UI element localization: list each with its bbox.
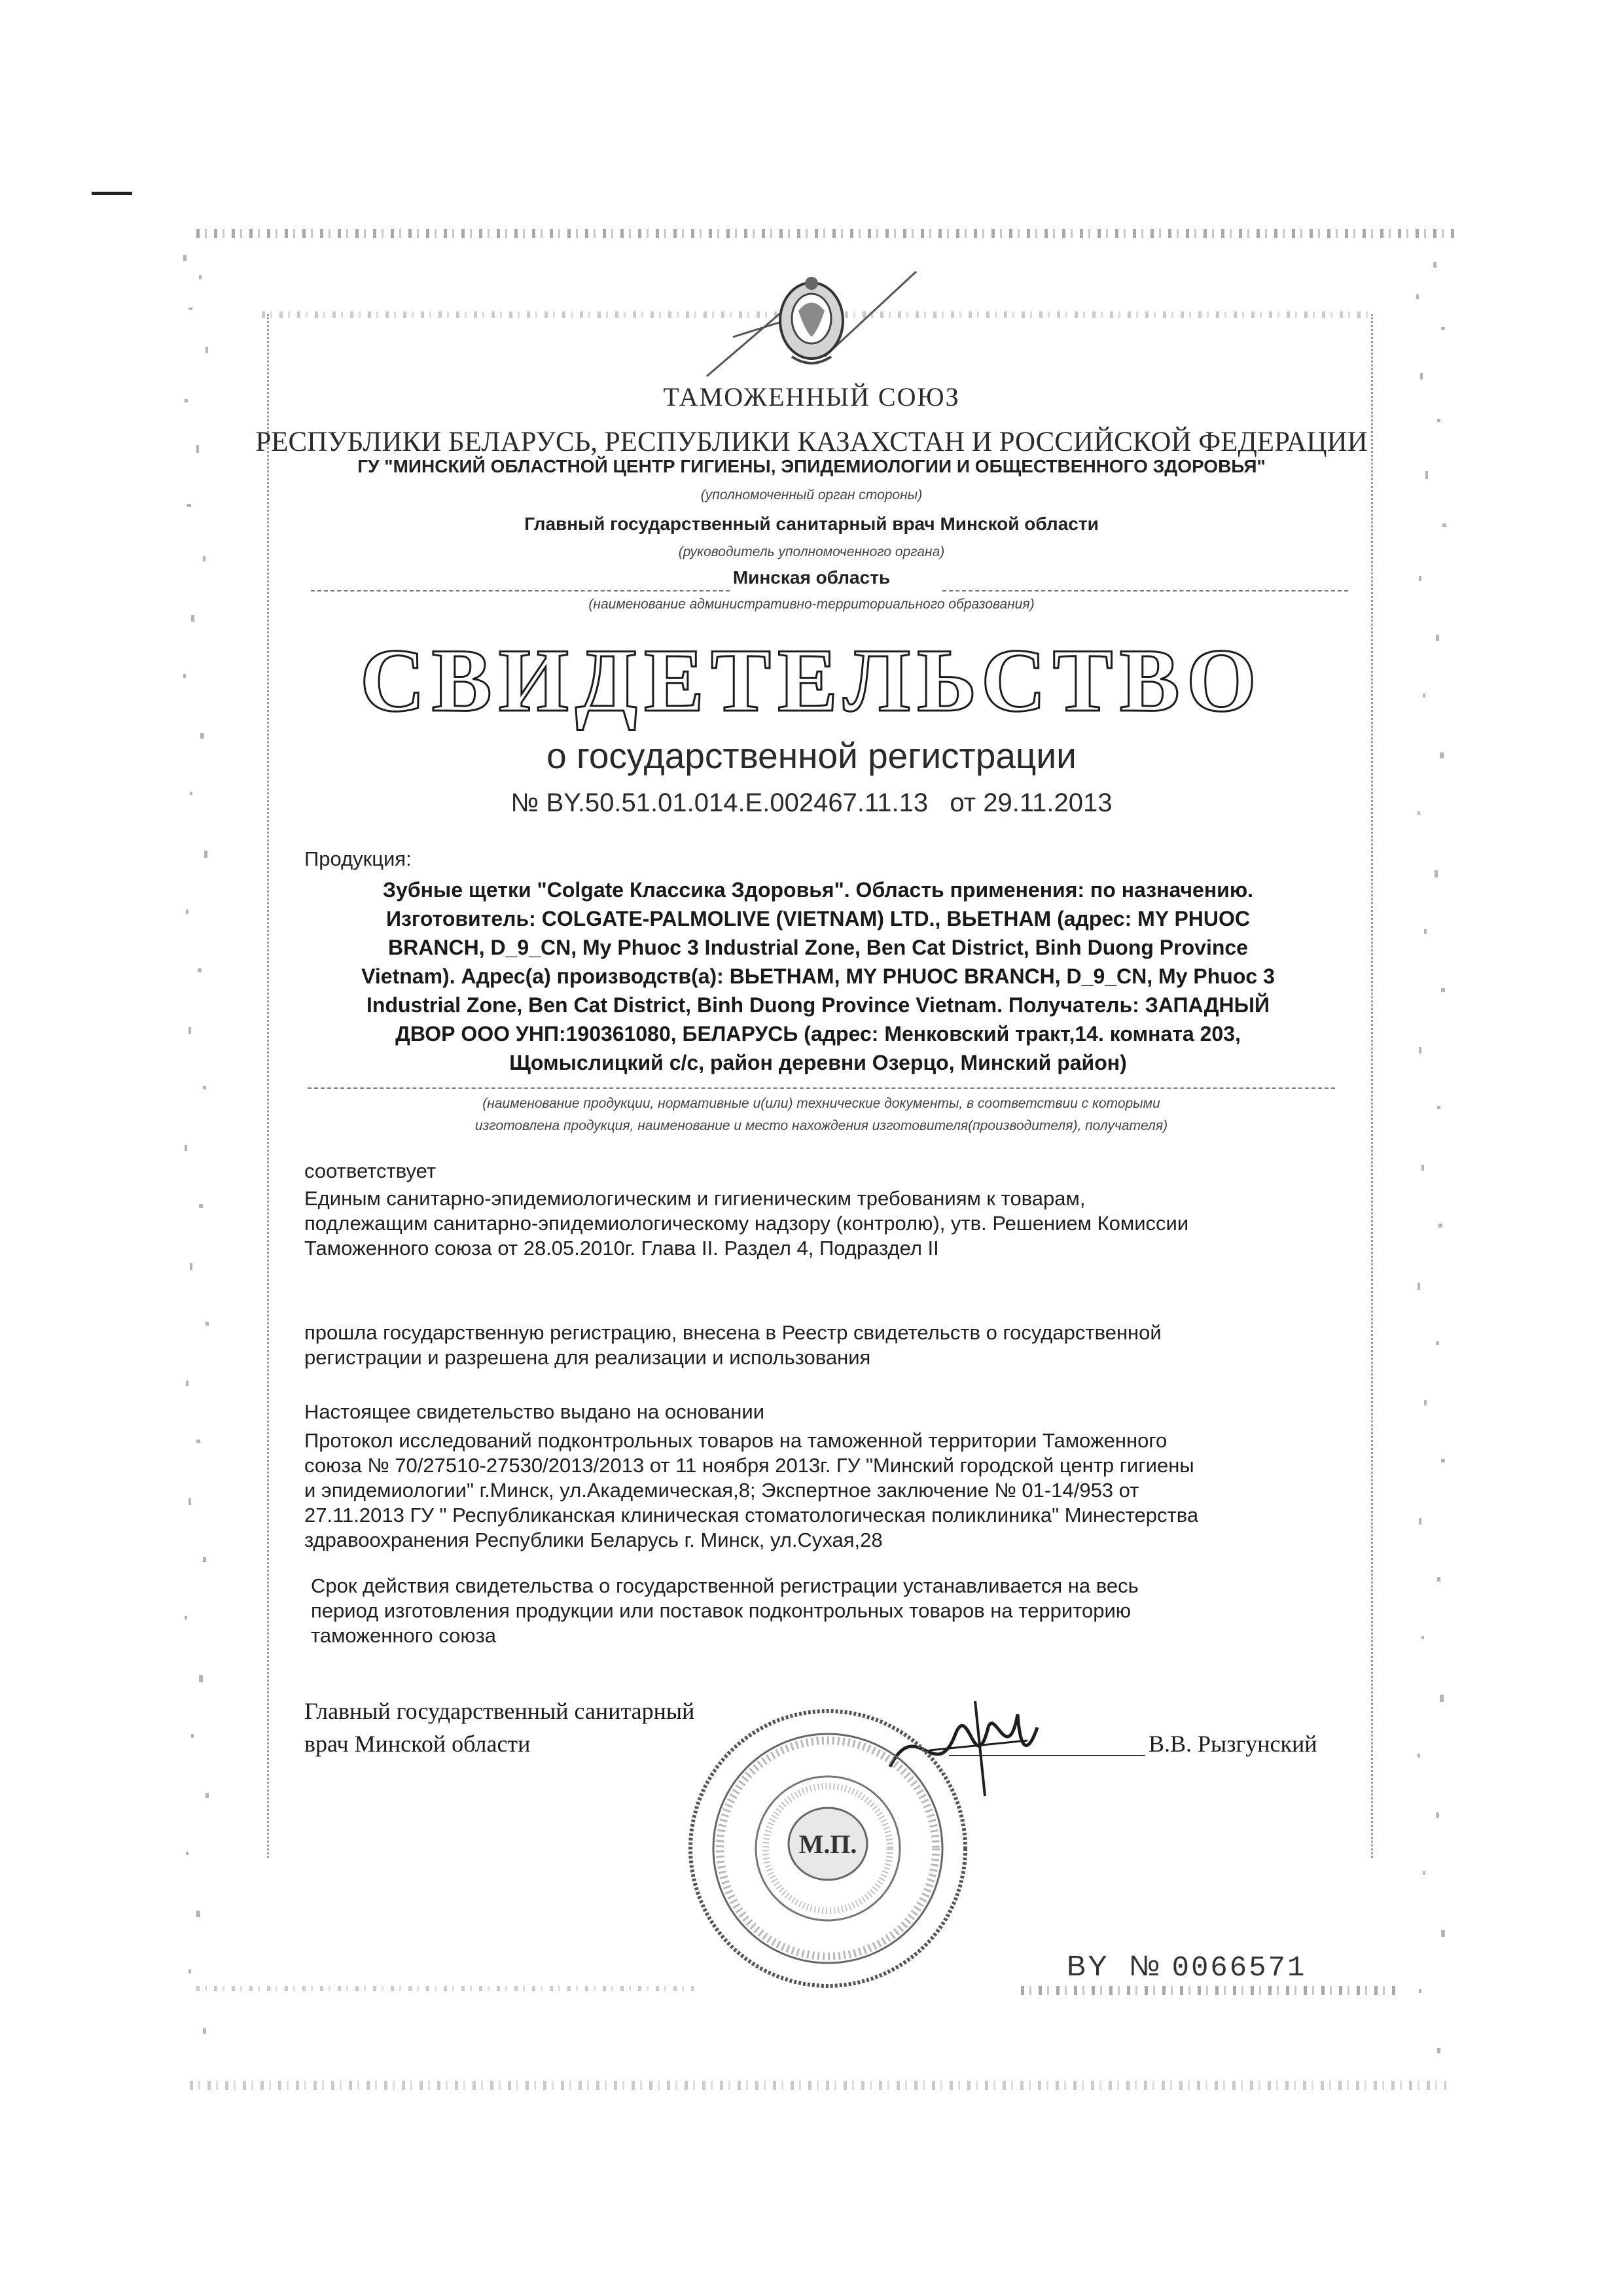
registration-number-line (0, 788, 1623, 818)
validity-line: Срок действия свидетельства о государственной регистрации устанавливается на весь (311, 1574, 1139, 1597)
validity-text (311, 1574, 1358, 1648)
region-rule-right (942, 590, 1348, 592)
conformity-text (304, 1186, 1351, 1261)
form-number: 0066571 (1171, 1952, 1307, 1985)
form-number-sign: № (1129, 1950, 1162, 1982)
product-line: Изготовитель: COLGATE-PALMOLIVE (VIETNAM) LTD., ВЬЕТНАМ (адрес: MY PHUOC (386, 907, 1250, 930)
authority-caption: (уполномоченный орган стороны) (700, 487, 923, 503)
scan-mark (92, 192, 132, 195)
registration-line: прошла государственную регистрацию, внесена в Реестр свидетельств о государственной (304, 1321, 1162, 1344)
frame-top-border (196, 229, 1459, 238)
registration-text (304, 1320, 1351, 1370)
frame-bottom-border-outer (190, 2081, 1446, 2090)
certificate-title: СВИДЕТЕЛЬСТВО (359, 630, 1264, 730)
product-rule (308, 1087, 1335, 1089)
product-caption-line: изготовлена продукция, наименование и место нахождения изготовителя(производителя), получателя) (474, 1118, 1168, 1133)
product-line: Vietnam). Адрес(а) производств(а): ВЬЕТНАМ, MY PHUOC BRANCH, D_9_CN, My Phuoc 3 (361, 964, 1275, 988)
signatory-position (304, 1695, 694, 1760)
signatory-position-line: Главный государственный санитарный (304, 1698, 695, 1724)
frame-bottom-border-left (196, 1986, 694, 1991)
region-name: Минская область (732, 567, 891, 588)
head-caption: (руководитель уполномоченного органа) (678, 544, 945, 559)
region-caption: (наименование административно-территориального образования) (588, 597, 1035, 612)
basis-label: Настоящее свидетельство выдано на основании (304, 1400, 765, 1423)
product-description (308, 875, 1329, 1077)
basis-line: и эпидемиологии" г.Минск, ул.Академическая,8; Экспертное заключение № 01-14/953 от (304, 1479, 1139, 1502)
product-line: ДВОР ООО УНП:190361080, БЕЛАРУСЬ (адрес: Менковский тракт,14. комната 203, (395, 1022, 1241, 1046)
official-seal (681, 1701, 975, 1996)
registration-date: от 29.11.2013 (950, 788, 1113, 817)
conformity-line: подлежащим санитарно-эпидемиологическому надзору (контролю), утв. Решением Комиссии (304, 1212, 1189, 1235)
form-country: BY (1067, 1950, 1109, 1982)
product-line: Щомыслицкий с/с, район деревни Озерцо, Минский район) (509, 1051, 1127, 1074)
form-number-line (1067, 1950, 1306, 1985)
head-official: Главный государственный санитарный врач Минской области (524, 514, 1099, 534)
authority-name: ГУ "МИНСКИЙ ОБЛАСТНОЙ ЦЕНТР ГИГИЕНЫ, ЭПИДЕМИОЛОГИИ И ОБЩЕСТВЕННОГО ЗДОРОВЬЯ" (357, 456, 1266, 476)
conformity-label: соответствует (304, 1159, 437, 1182)
republics-heading: РЕСПУБЛИКИ БЕЛАРУСЬ, РЕСПУБЛИКИ КАЗАХСТАН И РОССИЙСКОЙ ФЕДЕРАЦИИ (255, 427, 1368, 457)
product-caption (308, 1093, 1335, 1137)
emblem-icon (694, 258, 929, 383)
product-line: Industrial Zone, Ben Cat District, Binh Duong Province Vietnam. Получатель: ЗАПАДНЫЙ (366, 993, 1270, 1017)
product-line: BRANCH, D_9_CN, My Phuoc 3 Industrial Zone, Ben Cat District, Binh Duong Province (388, 936, 1248, 959)
basis-line: союза № 70/27510-27530/2013/2013 от 11 ноября 2013г. ГУ "Минский городской центр гигиены (304, 1454, 1194, 1477)
product-caption-line: (наименование продукции, нормативные и(или) технические документы, в соответствии с которыми (482, 1096, 1160, 1111)
customs-union-heading: ТАМОЖЕННЫЙ СОЮЗ (663, 382, 960, 412)
basis-line: здравоохранения Республики Беларусь г. Минск, ул.Сухая,28 (304, 1528, 883, 1551)
signatory-position-line: врач Минской области (304, 1731, 531, 1757)
product-label: Продукция: (304, 847, 412, 870)
frame-bottom-border (1021, 1986, 1400, 1995)
signer-name: В.В. Рызгунский (1149, 1731, 1317, 1757)
conformity-line: Таможенного союза от 28.05.2010г. Глава II. Раздел 4, Подраздел II (304, 1237, 939, 1260)
product-line: Зубные щетки "Colgate Классика Здоровья". Область применения: по назначению. (382, 878, 1254, 902)
basis-line: Протокол исследований подконтрольных товаров на таможенной территории Таможенного (304, 1429, 1168, 1452)
conformity-line: Единым санитарно-эпидемиологическим и гигиеническим требованиям к товарам, (304, 1187, 1086, 1210)
basis-line: 27.11.2013 ГУ " Республиканская клиническая стоматологическая поликлиника" Минестерства (304, 1504, 1199, 1527)
validity-line: период изготовления продукции или поставок подконтрольных товаров на территорию (311, 1599, 1132, 1622)
registration-number: № BY.50.51.01.014.E.002467.11.13 (510, 788, 929, 817)
validity-line: таможенного союза (311, 1624, 497, 1647)
registration-line: регистрации и разрешена для реализации и использования (304, 1346, 871, 1369)
certificate-subtitle: о государственной регистрации (546, 735, 1077, 776)
seal-label: М.П. (798, 1829, 857, 1859)
basis-text (304, 1428, 1351, 1553)
region-rule-left (311, 590, 730, 592)
